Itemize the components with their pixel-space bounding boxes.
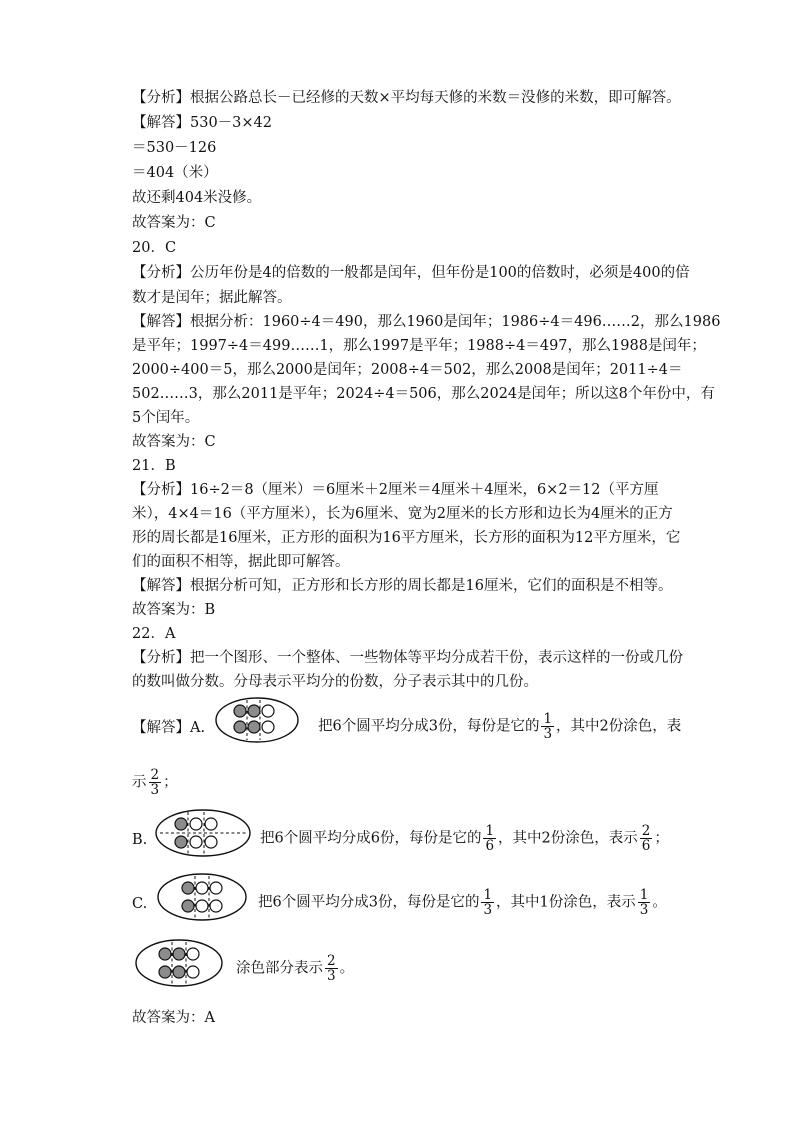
final-answer: 故答案为：A xyxy=(132,1010,215,1026)
option-b-description: 把6个圆平均分成6份，每份是它的 $\frac{1}{6}$ ，其中2份涂色，表示 $\frac{2}{6}$ ； xyxy=(260,823,669,854)
text-line: 故答案为：B xyxy=(132,602,216,618)
option-c-prefix: C. xyxy=(132,896,148,912)
option-a-description: 把6个圆平均分成3份，每份是它的 $\frac{1}{3}$ ，其中2份涂色，表 xyxy=(318,711,682,742)
text-line: 【分析】把一个图形、一个整体、一些物体等平均分成若干份，表示这样的一份或几份 xyxy=(132,650,683,666)
option-b-prefix: B. xyxy=(132,832,148,848)
text-line: 数才是闰年；据此解答。 xyxy=(132,290,292,306)
text-line: 【解答】根据分析可知，正方形和长方形的周长都是16厘米，它们的面积是不相等。 xyxy=(132,578,673,594)
text-line: 5个闰年。 xyxy=(132,410,200,426)
text-line: 21．B xyxy=(132,458,176,474)
fraction: $\frac{2}{3}$ xyxy=(150,767,160,798)
text-line: 米），4×4＝16（平方厘米），长为6厘米、宽为2厘米的长方形和边长为4厘米的正方 xyxy=(132,506,673,522)
fraction: $\frac{1}{3}$ xyxy=(483,887,493,918)
option-b-figure xyxy=(154,808,252,858)
fraction: $\frac{2}{6}$ xyxy=(641,823,651,854)
text-line: 形的周长都是16厘米，正方形的面积为16平方厘米，长方形的面积为12平方厘米，它 xyxy=(132,530,681,546)
option-c-description: 把6个圆平均分成3份，每份是它的 $\frac{1}{3}$ ，其中1份涂色，表示 $\frac{1}{3}$ 。 xyxy=(258,887,667,918)
text-line: 的数叫做分数。分母表示平均分的份数，分子表示其中的几份。 xyxy=(132,674,538,690)
fraction: $\frac{1}{3}$ xyxy=(639,887,649,918)
text-line: 【分析】16÷2＝8（厘米）＝6厘米＋2厘米＝4厘米＋4厘米，6×2＝12（平方厘 xyxy=(132,482,659,498)
text-line: 是平年；1997÷4＝499……1，那么1997是平年；1988÷4＝497，那么1988是闰年； xyxy=(132,338,706,354)
fraction: $\frac{2}{3}$ xyxy=(327,953,336,984)
text-line: 2000÷400＝5，那么2000是闰年；2008÷4＝502，那么2008是闰年；2011÷4＝ xyxy=(132,362,683,378)
text-line: ＝404（米） xyxy=(132,165,218,181)
fraction: $\frac{1}{3}$ xyxy=(543,711,553,742)
text-line: 故答案为：C xyxy=(132,215,216,231)
option-a-prefix: 【解答】A. xyxy=(132,720,206,736)
fraction: $\frac{1}{6}$ xyxy=(485,823,495,854)
text-line: 【解答】530－3×42 xyxy=(132,115,273,131)
text-line: 故还剩404米没修。 xyxy=(132,190,262,206)
option-a-figure xyxy=(214,696,300,744)
text-line: 20．C xyxy=(132,240,177,256)
text-line: 【分析】公历年份是4的倍数的一般都是闰年，但年份是100的倍数时，必须是400的倍 xyxy=(132,265,690,281)
text-line: 22．A xyxy=(132,626,176,642)
text-line: 【解答】根据分析：1960÷4＝490，那么1960是闰年；1986÷4＝496……2，那么1986 xyxy=(132,314,721,330)
option-c-figure xyxy=(156,872,248,922)
option-d-description: 涂色部分表示 $\frac{2}{3}$ 。 xyxy=(236,953,355,984)
text-line: ＝530－126 xyxy=(132,140,217,156)
text-line: 【分析】根据公路总长－已经修的天数×平均每天修的米数＝没修的米数，即可解答。 xyxy=(132,90,681,106)
option-d-figure xyxy=(134,938,224,988)
option-a-continuation: 示 $\frac{2}{3}$ ； xyxy=(132,767,178,798)
text-line: 502……3，那么2011是平年；2024÷4＝506，那么2024是闰年；所以这8个年份中，有 xyxy=(132,386,715,402)
text-line: 们的面积不相等，据此即可解答。 xyxy=(132,554,350,570)
text-line: 故答案为：C xyxy=(132,434,216,450)
